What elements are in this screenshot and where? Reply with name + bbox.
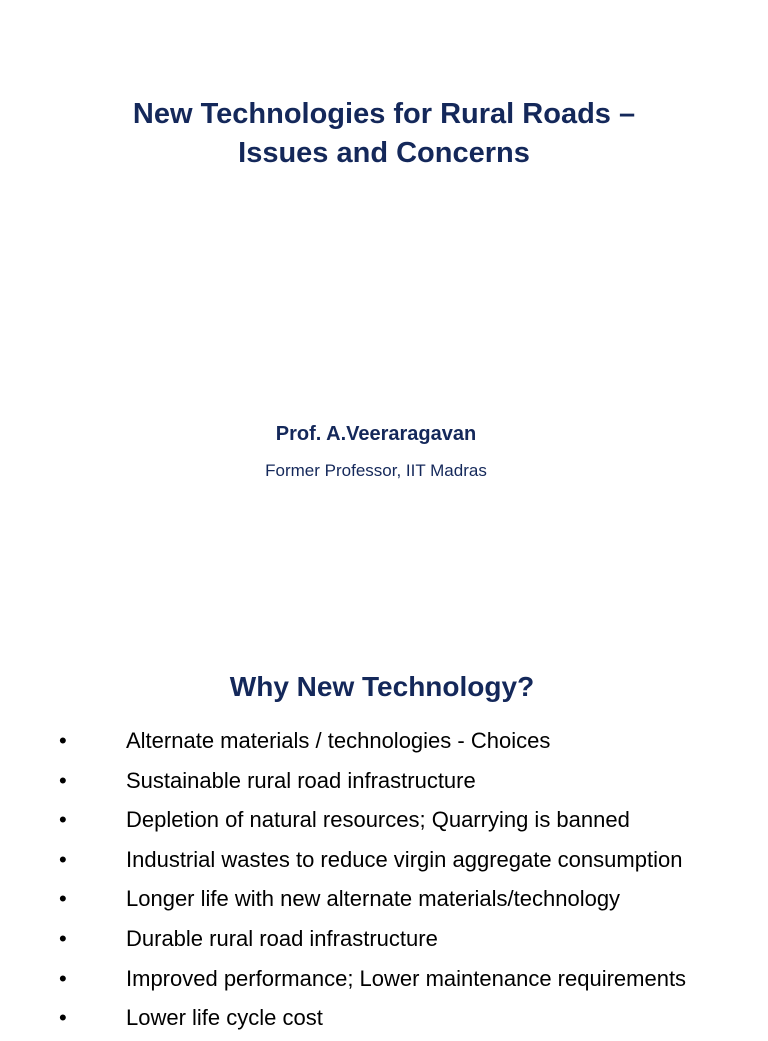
bullet-icon: • — [59, 925, 67, 951]
bullet-text: Industrial wastes to reduce virgin aggregate consumption — [126, 846, 683, 872]
bullet-icon: • — [59, 886, 67, 912]
slide-heading: Why New Technology? — [229, 671, 535, 702]
bullet-icon: • — [59, 807, 67, 833]
title-line-1: New Technologies for Rural Roads – — [132, 98, 636, 130]
bullet-item — [0, 764, 768, 804]
author-affiliation: Former Professor, IIT Madras — [265, 461, 487, 480]
bullet-item — [0, 922, 768, 962]
bullet-text: Alternate materials / technologies - Choices — [126, 728, 551, 753]
bullet-icon: • — [59, 728, 67, 753]
presentation-title — [0, 95, 768, 173]
bullet-icon: • — [59, 1005, 67, 1031]
bullet-item — [0, 843, 768, 883]
bullet-icon: • — [59, 767, 67, 793]
bullet-text: Sustainable rural road infrastructure — [126, 767, 476, 793]
author-name: Prof. A.Veeraragavan — [275, 423, 477, 445]
bullet-item — [0, 724, 768, 764]
bullet-item — [0, 803, 768, 843]
bullet-text: Durable rural road infrastructure — [126, 925, 438, 951]
bullet-icon: • — [59, 846, 67, 872]
bullet-icon: • — [59, 965, 67, 991]
title-line-2: Issues and Concerns — [238, 137, 530, 169]
content-slide — [0, 640, 768, 1031]
bullet-text: Longer life with new alternate materials/technology — [126, 886, 621, 912]
bullet-text: Depletion of natural resources; Quarrying is banned — [126, 807, 630, 833]
bullet-item — [0, 882, 768, 922]
bullet-item — [0, 962, 768, 1002]
bullet-text: Improved performance; Lower maintenance requirements — [126, 965, 687, 991]
bullet-item — [0, 1001, 768, 1041]
bullet-text: Lower life cycle cost — [126, 1005, 323, 1031]
bullet-list — [0, 724, 768, 1041]
